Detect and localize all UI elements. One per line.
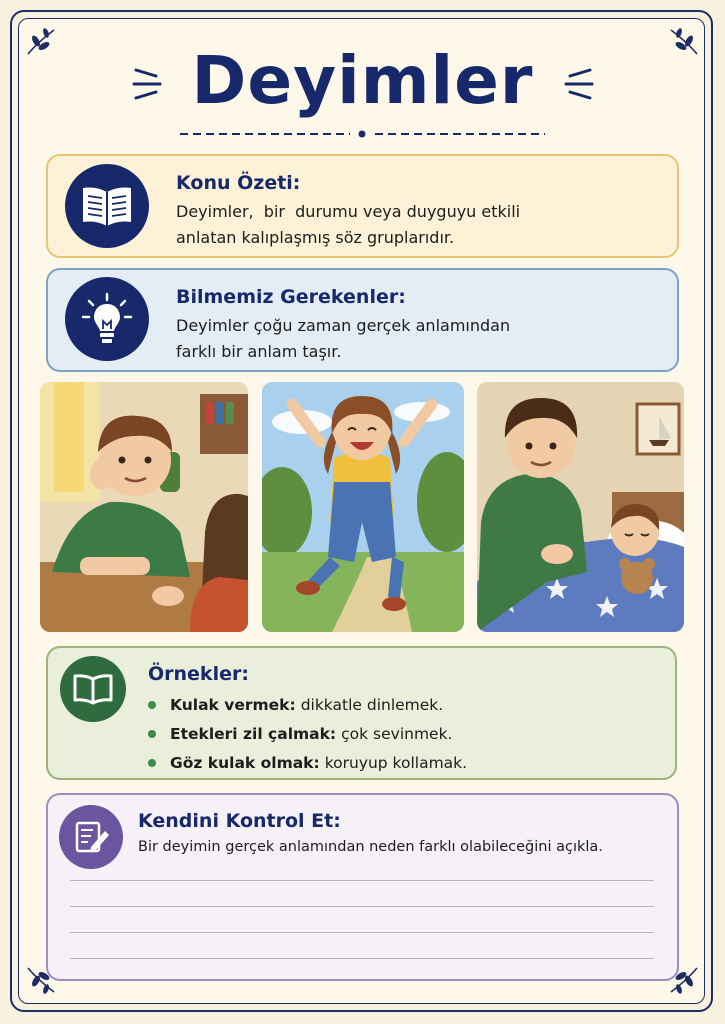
page-title: Deyimler bbox=[191, 42, 534, 119]
example-meaning: koruyup kollamak. bbox=[324, 753, 468, 772]
example-meaning: çok sevinmek. bbox=[341, 724, 453, 743]
example-term: Etekleri zil çalmak: bbox=[170, 724, 337, 743]
knowledge-line: farklı bir anlam taşır. bbox=[176, 342, 342, 361]
boy-listening-illustration bbox=[40, 382, 248, 632]
answer-line[interactable] bbox=[70, 906, 654, 907]
bullet-icon bbox=[148, 701, 156, 709]
pencil-note-icon bbox=[59, 805, 123, 869]
answer-line[interactable] bbox=[70, 958, 654, 959]
example-term: Göz kulak olmak: bbox=[170, 753, 320, 772]
open-book-icon bbox=[65, 164, 149, 248]
book-icon bbox=[60, 656, 126, 722]
examples-list bbox=[148, 690, 467, 777]
knowledge-text bbox=[176, 313, 510, 365]
sparkle-right-icon bbox=[560, 64, 596, 104]
summary-title: Konu Özeti: bbox=[176, 172, 301, 194]
summary-line: anlatan kalıplaşmış söz gruplarıdır. bbox=[176, 228, 455, 247]
example-term: Kulak vermek: bbox=[170, 695, 296, 714]
example-meaning: dikkatle dinlemek. bbox=[300, 695, 444, 714]
list-item bbox=[148, 748, 467, 777]
boy-tucking-brother-illustration bbox=[477, 382, 684, 632]
girl-jumping-illustration bbox=[262, 382, 464, 632]
list-item bbox=[148, 719, 467, 748]
self-check-prompt: Bir deyimin gerçek anlamından neden farklı olabileceğini açıkla. bbox=[138, 839, 603, 855]
bullet-icon bbox=[148, 759, 156, 767]
examples-title: Örnekler: bbox=[148, 663, 249, 685]
summary-line: Deyimler, bir durumu veya duyguyu etkili bbox=[176, 202, 521, 221]
bullet-icon bbox=[148, 730, 156, 738]
summary-text bbox=[176, 199, 520, 251]
lightbulb-icon bbox=[65, 277, 149, 361]
answer-line[interactable] bbox=[70, 880, 654, 881]
knowledge-line: Deyimler çoğu zaman gerçek anlamından bbox=[176, 316, 511, 335]
list-item bbox=[148, 690, 467, 719]
answer-line[interactable] bbox=[70, 932, 654, 933]
knowledge-title: Bilmemiz Gerekenler: bbox=[176, 286, 406, 308]
title-divider bbox=[180, 130, 545, 138]
self-check-title: Kendini Kontrol Et: bbox=[138, 810, 341, 832]
